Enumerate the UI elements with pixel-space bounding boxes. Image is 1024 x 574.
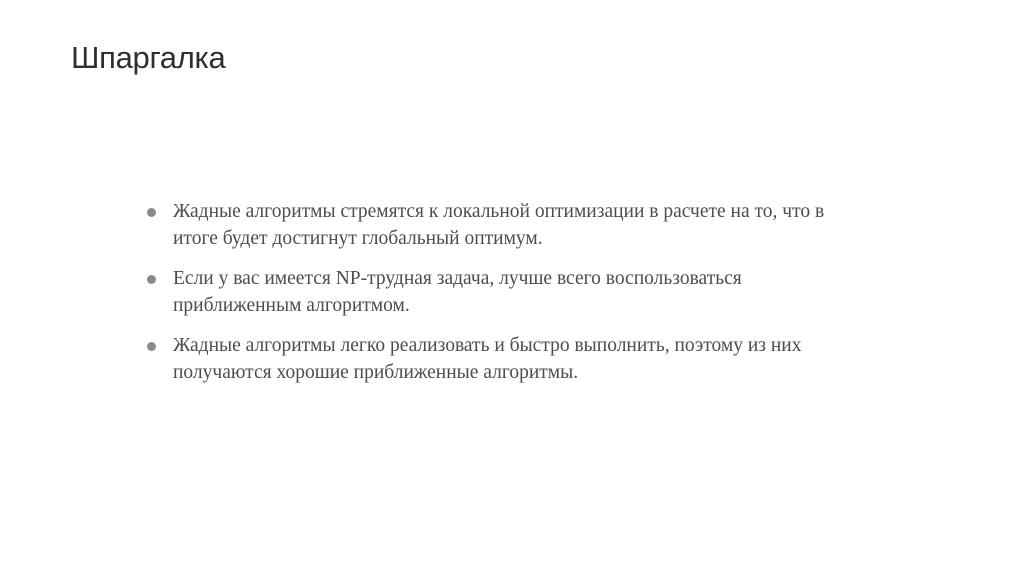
bullet-text: Если у вас имеется NP-трудная задача, лучше всего воспользоваться приближенным алгоритмом.	[173, 268, 742, 316]
bullet-item	[146, 198, 866, 252]
bullet-dot-icon	[147, 342, 156, 351]
bullet-item	[146, 332, 866, 386]
bullet-item	[146, 265, 866, 319]
slide-title: Шпаргалка	[71, 40, 226, 75]
bullet-text: Жадные алгоритмы стремятся к локальной оптимизации в расчете на то, что в итоге будет достигнут глобальный оптимум.	[173, 201, 825, 249]
bullet-list	[146, 198, 866, 399]
bullet-dot-icon	[147, 208, 156, 217]
bullet-text: Жадные алгоритмы легко реализовать и быстро выполнить, поэтому из них получаются хорошие приближенные алгоритмы.	[173, 335, 802, 383]
bullet-dot-icon	[147, 275, 156, 284]
